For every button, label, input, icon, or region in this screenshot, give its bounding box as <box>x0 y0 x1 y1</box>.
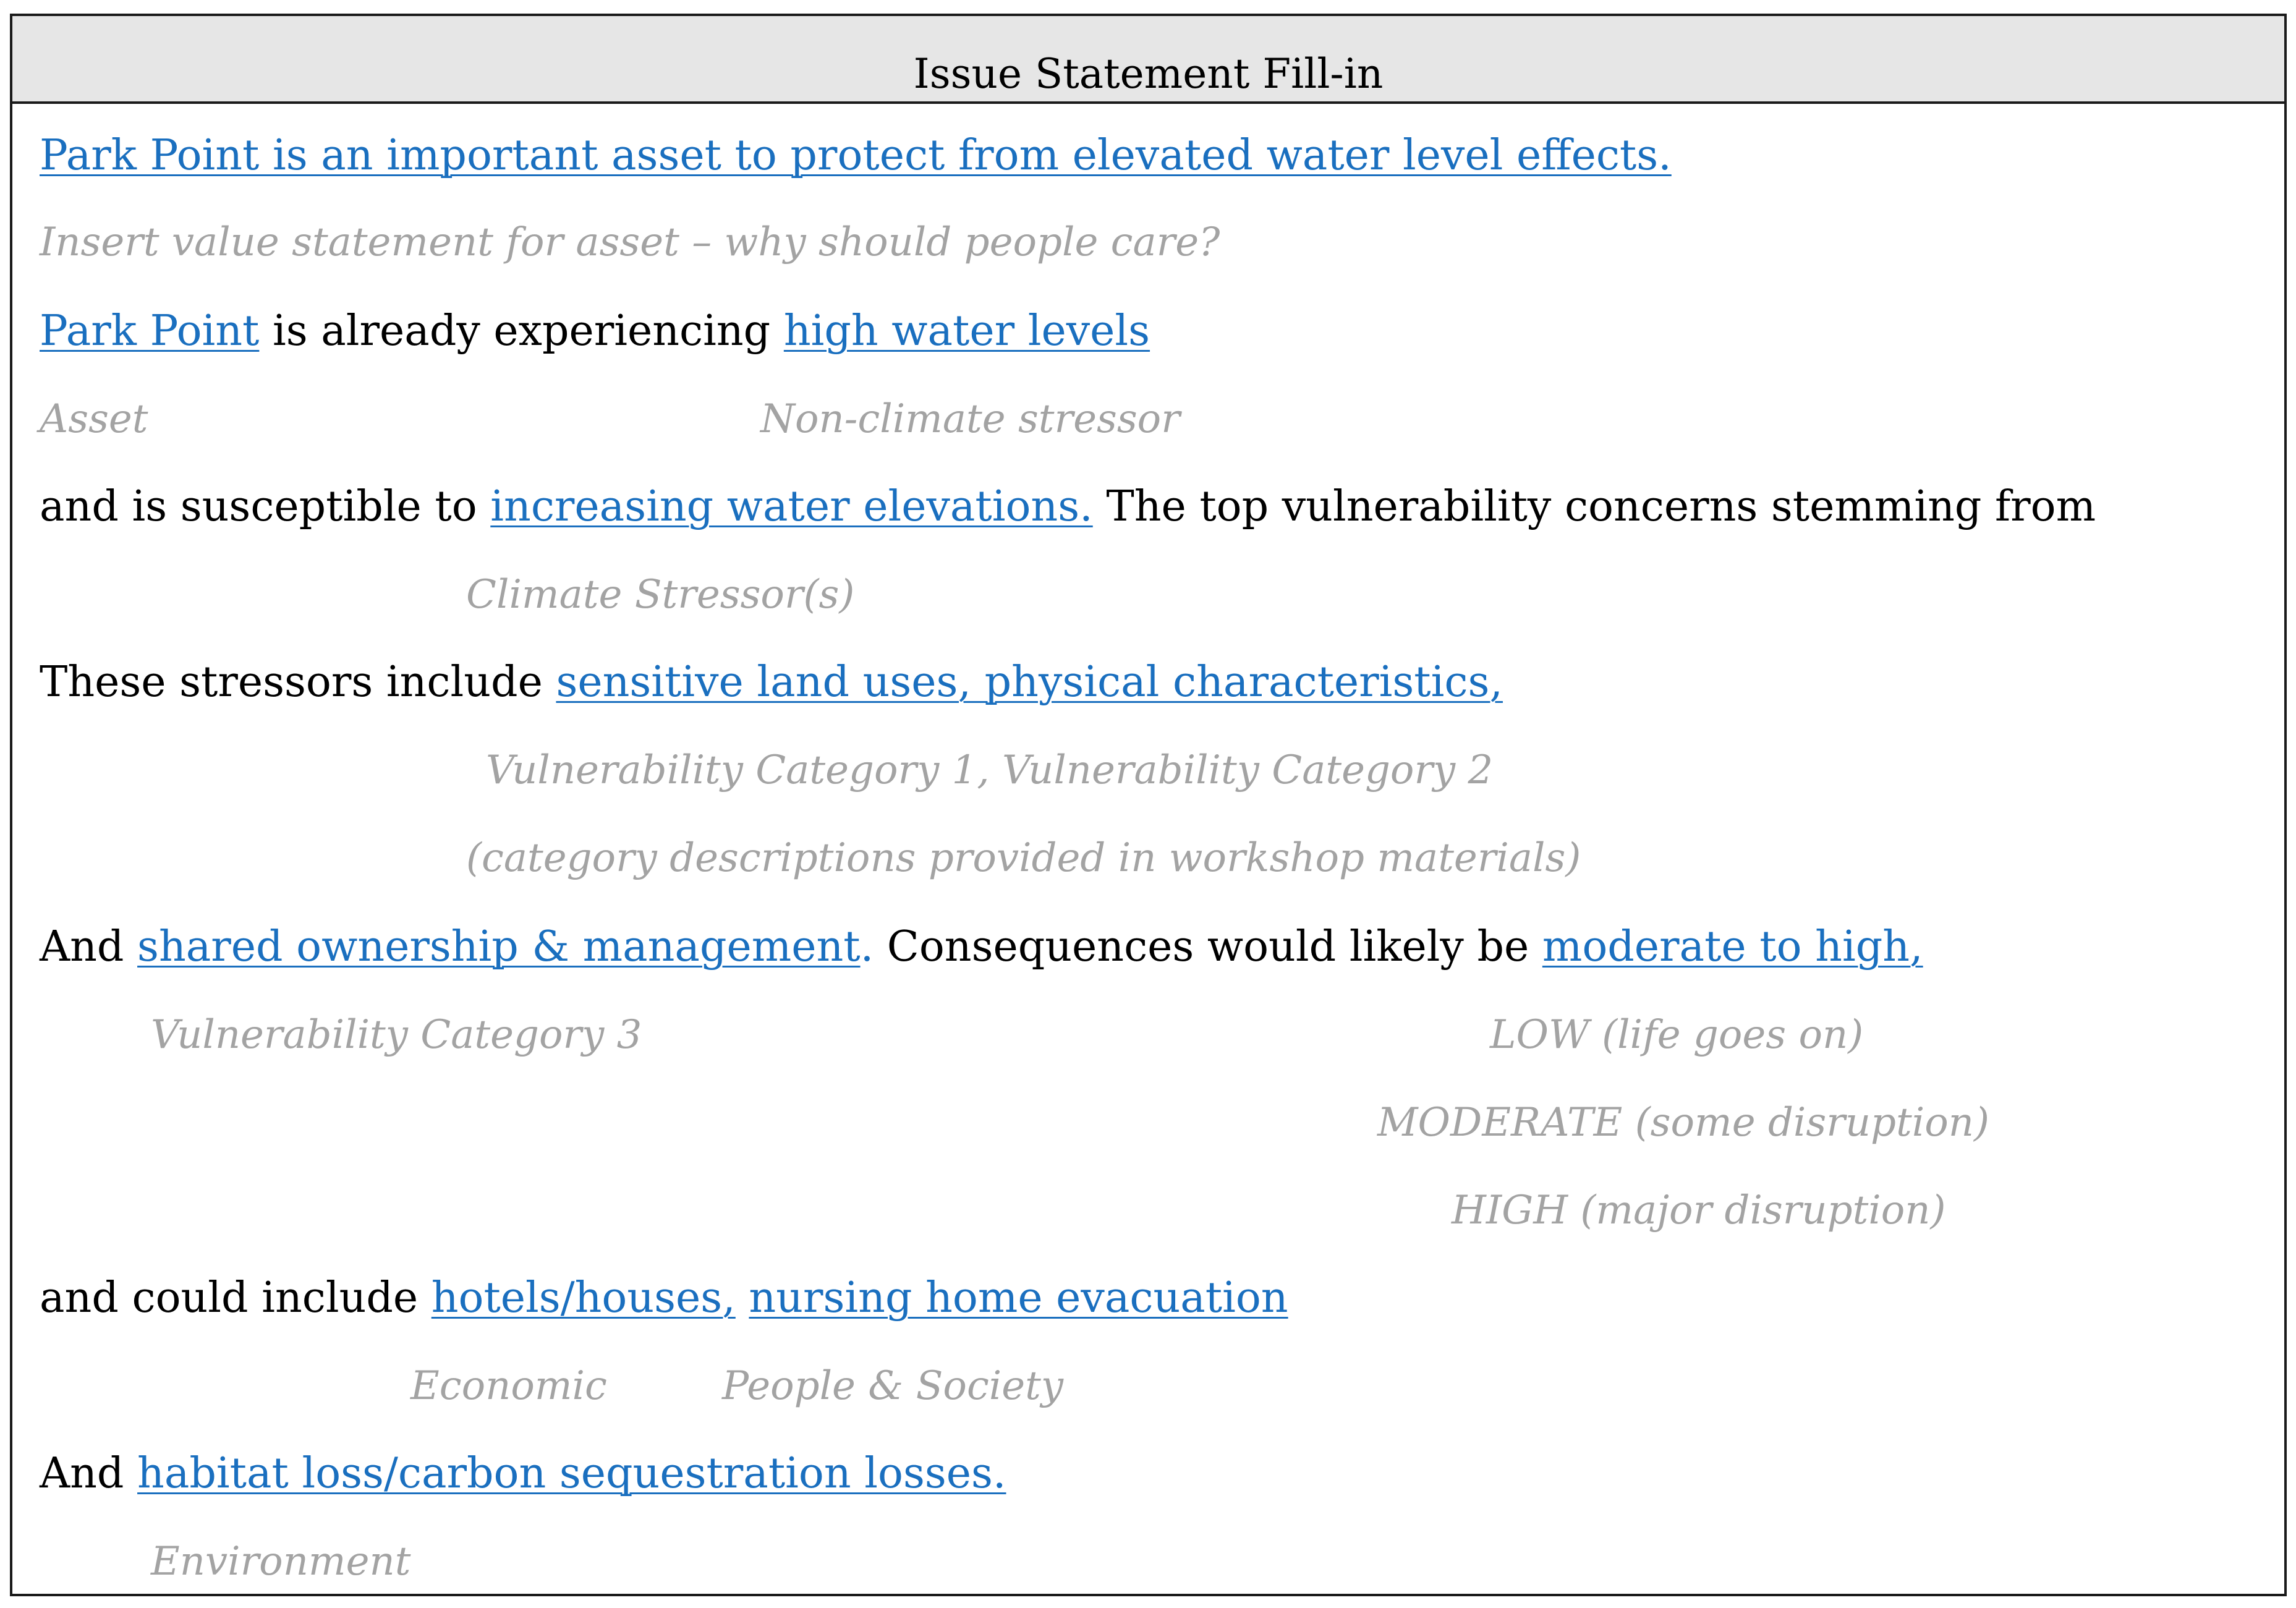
vulnerability-category-3-hint: Vulnerability Category 3 <box>151 1012 642 1058</box>
value-statement-fill[interactable]: Park Point is an important asset to protect from elevated water level effects. <box>40 131 1672 180</box>
people-society-hint: People & Society <box>722 1363 1063 1409</box>
value-statement-hint: Insert value statement for asset – why should people care? <box>40 219 1220 265</box>
issue-statement-form <box>10 14 2287 1596</box>
impacts-line <box>40 1274 1288 1323</box>
asset-hint: Asset <box>40 396 148 442</box>
non-climate-stressor-hint: Non-climate stressor <box>760 396 1180 442</box>
economic-hint: Economic <box>410 1363 607 1409</box>
value-statement-line <box>40 131 1672 181</box>
consequences-line-text1: And <box>40 922 138 971</box>
environment-hint: Environment <box>151 1539 411 1585</box>
consequence-moderate-hint: MODERATE (some disruption) <box>1377 1100 1989 1146</box>
asset-line-text: is already experiencing <box>259 307 784 355</box>
form-header <box>12 16 2284 104</box>
form-title: Issue Statement Fill-in <box>913 50 1384 98</box>
vulnerability-category-3-fill[interactable]: shared ownership & management <box>137 922 861 971</box>
vulnerability-categories-hint: Vulnerability Category 1, Vulnerability Category 2 <box>486 747 1494 793</box>
non-climate-stressor-fill[interactable]: high water levels <box>783 307 1150 355</box>
consequence-high-hint: HIGH (major disruption) <box>1452 1188 1946 1233</box>
consequence-level-fill[interactable]: moderate to high, <box>1542 922 1923 971</box>
impacts-space <box>736 1274 749 1322</box>
consequences-line <box>40 922 1923 972</box>
vulnerability-categories-fill[interactable]: sensitive land uses, physical characteristics, <box>556 658 1503 707</box>
climate-stressor-hint: Climate Stressor(s) <box>466 572 855 618</box>
consequences-line-text2: Consequences would likely be <box>874 922 1542 971</box>
environment-line-text: And <box>40 1449 138 1498</box>
climate-line-text2: The top vulnerability concerns stemming from <box>1092 482 2096 531</box>
climate-line-text1: and is susceptible to <box>40 482 491 531</box>
economic-impact-fill[interactable]: hotels/houses, <box>431 1274 736 1322</box>
asset-line <box>40 307 1150 356</box>
climate-stressor-line <box>40 482 2096 532</box>
climate-stressor-fill[interactable]: increasing water elevations. <box>490 482 1093 531</box>
vulnerability-categories-line <box>40 658 1503 707</box>
environment-line <box>40 1449 1006 1499</box>
category-descriptions-hint: (category descriptions provided in workshop materials) <box>466 835 1581 881</box>
asset-fill[interactable]: Park Point <box>40 307 260 355</box>
category-3-period: . <box>860 922 874 971</box>
environment-impact-fill[interactable]: habitat loss/carbon sequestration losses. <box>137 1449 1006 1498</box>
people-society-impact-fill[interactable]: nursing home evacuation <box>749 1274 1288 1322</box>
consequence-low-hint: LOW (life goes on) <box>1490 1012 1864 1058</box>
categories-line-text: These stressors include <box>40 658 556 707</box>
impacts-line-text: and could include <box>40 1274 432 1322</box>
